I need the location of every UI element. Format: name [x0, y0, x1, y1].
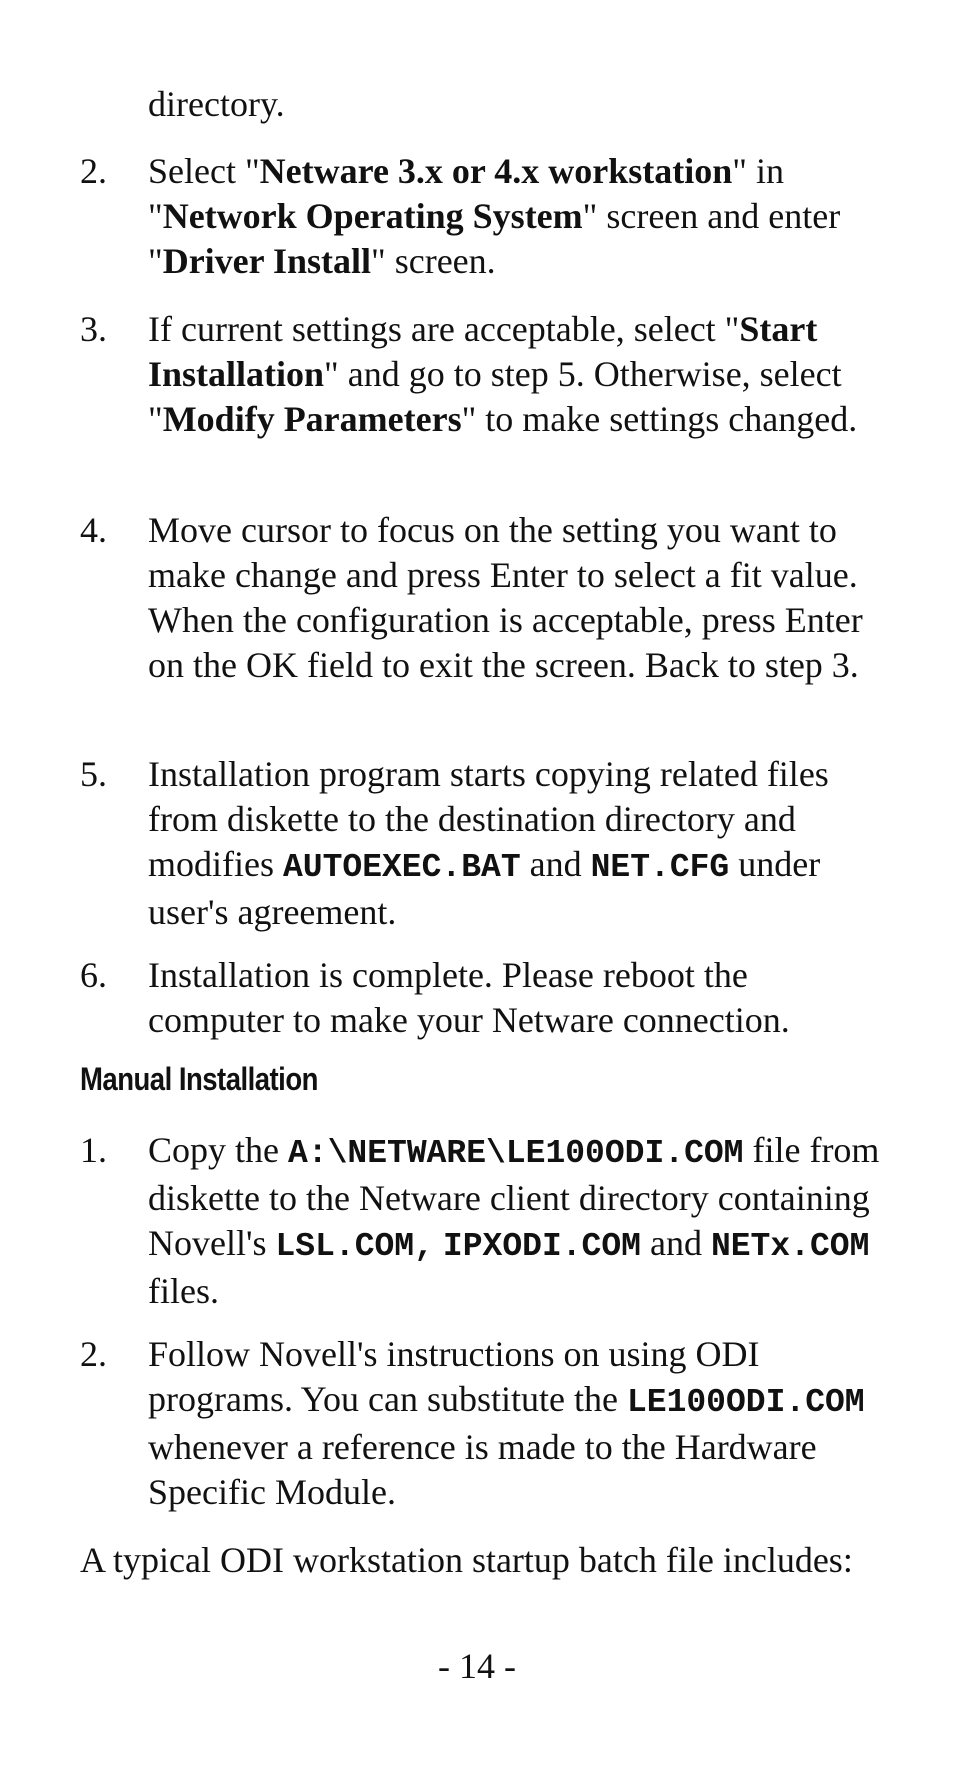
step-text — [148, 752, 890, 935]
bold-term: Netware 3.x or 4.x workstation — [259, 151, 733, 191]
step-text — [148, 508, 890, 688]
page-number: - 14 - — [438, 1646, 516, 1686]
step-number: 4. — [80, 510, 107, 550]
section-heading-manual-installation: Manual Installation — [80, 1061, 318, 1097]
text-run: If current settings are acceptable, select " — [148, 309, 740, 349]
step-item — [80, 508, 890, 688]
bold-term: Driver Install — [162, 241, 372, 281]
step-number: 6. — [80, 955, 107, 995]
bold-term: Start Installation — [148, 309, 818, 394]
text-run — [434, 1223, 443, 1263]
text-run: file from diskette to the Netware client directory containing Novell's — [148, 1130, 880, 1263]
text-run: " and go to step 5. Otherwise, select " — [148, 354, 842, 439]
step-item — [80, 752, 890, 935]
file-name: IPXODI.COM — [442, 1228, 641, 1265]
step-text — [148, 953, 890, 1043]
file-name: NET.CFG — [590, 849, 730, 886]
step-text — [148, 149, 890, 284]
step-number: 3. — [80, 309, 107, 349]
text-run: whenever a reference is made to the Hardware Specific Module. — [148, 1427, 817, 1512]
text-run: Installation is complete. Please reboot the computer to make your Netware connection. — [148, 955, 790, 1040]
text-run: Move cursor to focus on the setting you want to make change and press Enter to select a fit value. When the configuration is acceptable, press Enter on the OK field to exit the screen. Back to step 3. — [148, 510, 863, 685]
closing-paragraph: A typical ODI workstation startup batch file includes: — [80, 1540, 853, 1580]
step-text — [148, 307, 890, 442]
file-name: LE100ODI.COM — [626, 1384, 865, 1421]
step-item — [80, 1128, 890, 1314]
step-number: 1. — [80, 1130, 107, 1170]
text-run: Follow Novell's instructions on using ODI programs. You can substitute the — [148, 1334, 760, 1419]
text-run: under user's agreement. — [148, 844, 821, 932]
text-run: Select " — [148, 151, 260, 191]
step-item — [80, 1332, 890, 1515]
text-run: " in " — [148, 151, 784, 236]
step-item — [80, 149, 890, 284]
step-number: 5. — [80, 754, 107, 794]
file-name: AUTOEXEC.BAT — [282, 849, 521, 886]
text-run: and — [640, 1223, 711, 1263]
text-run: Installation program starts copying related files from diskette to the destination directory and modifies — [148, 754, 829, 884]
text-run: and — [520, 844, 591, 884]
step-text — [148, 1128, 890, 1314]
step-number: 2. — [80, 1334, 107, 1374]
intro-continuation: directory. — [148, 84, 285, 124]
text-run: Copy the — [148, 1130, 288, 1170]
step-number: 2. — [80, 151, 107, 191]
step-text — [148, 1332, 890, 1515]
file-name: A:\NETWARE\LE100ODI.COM — [288, 1135, 744, 1172]
text-run: " to make settings changed. — [461, 399, 858, 439]
bold-term: Modify Parameters — [162, 399, 462, 439]
file-name: NETx.COM — [710, 1228, 870, 1265]
step-item — [80, 953, 890, 1043]
text-run: " screen. — [371, 241, 496, 281]
file-name: LSL.COM, — [275, 1228, 434, 1265]
text-run: files. — [148, 1271, 219, 1311]
bold-term: Network Operating System — [162, 196, 583, 236]
text-run: " screen and enter " — [148, 196, 841, 281]
step-item — [80, 307, 890, 442]
